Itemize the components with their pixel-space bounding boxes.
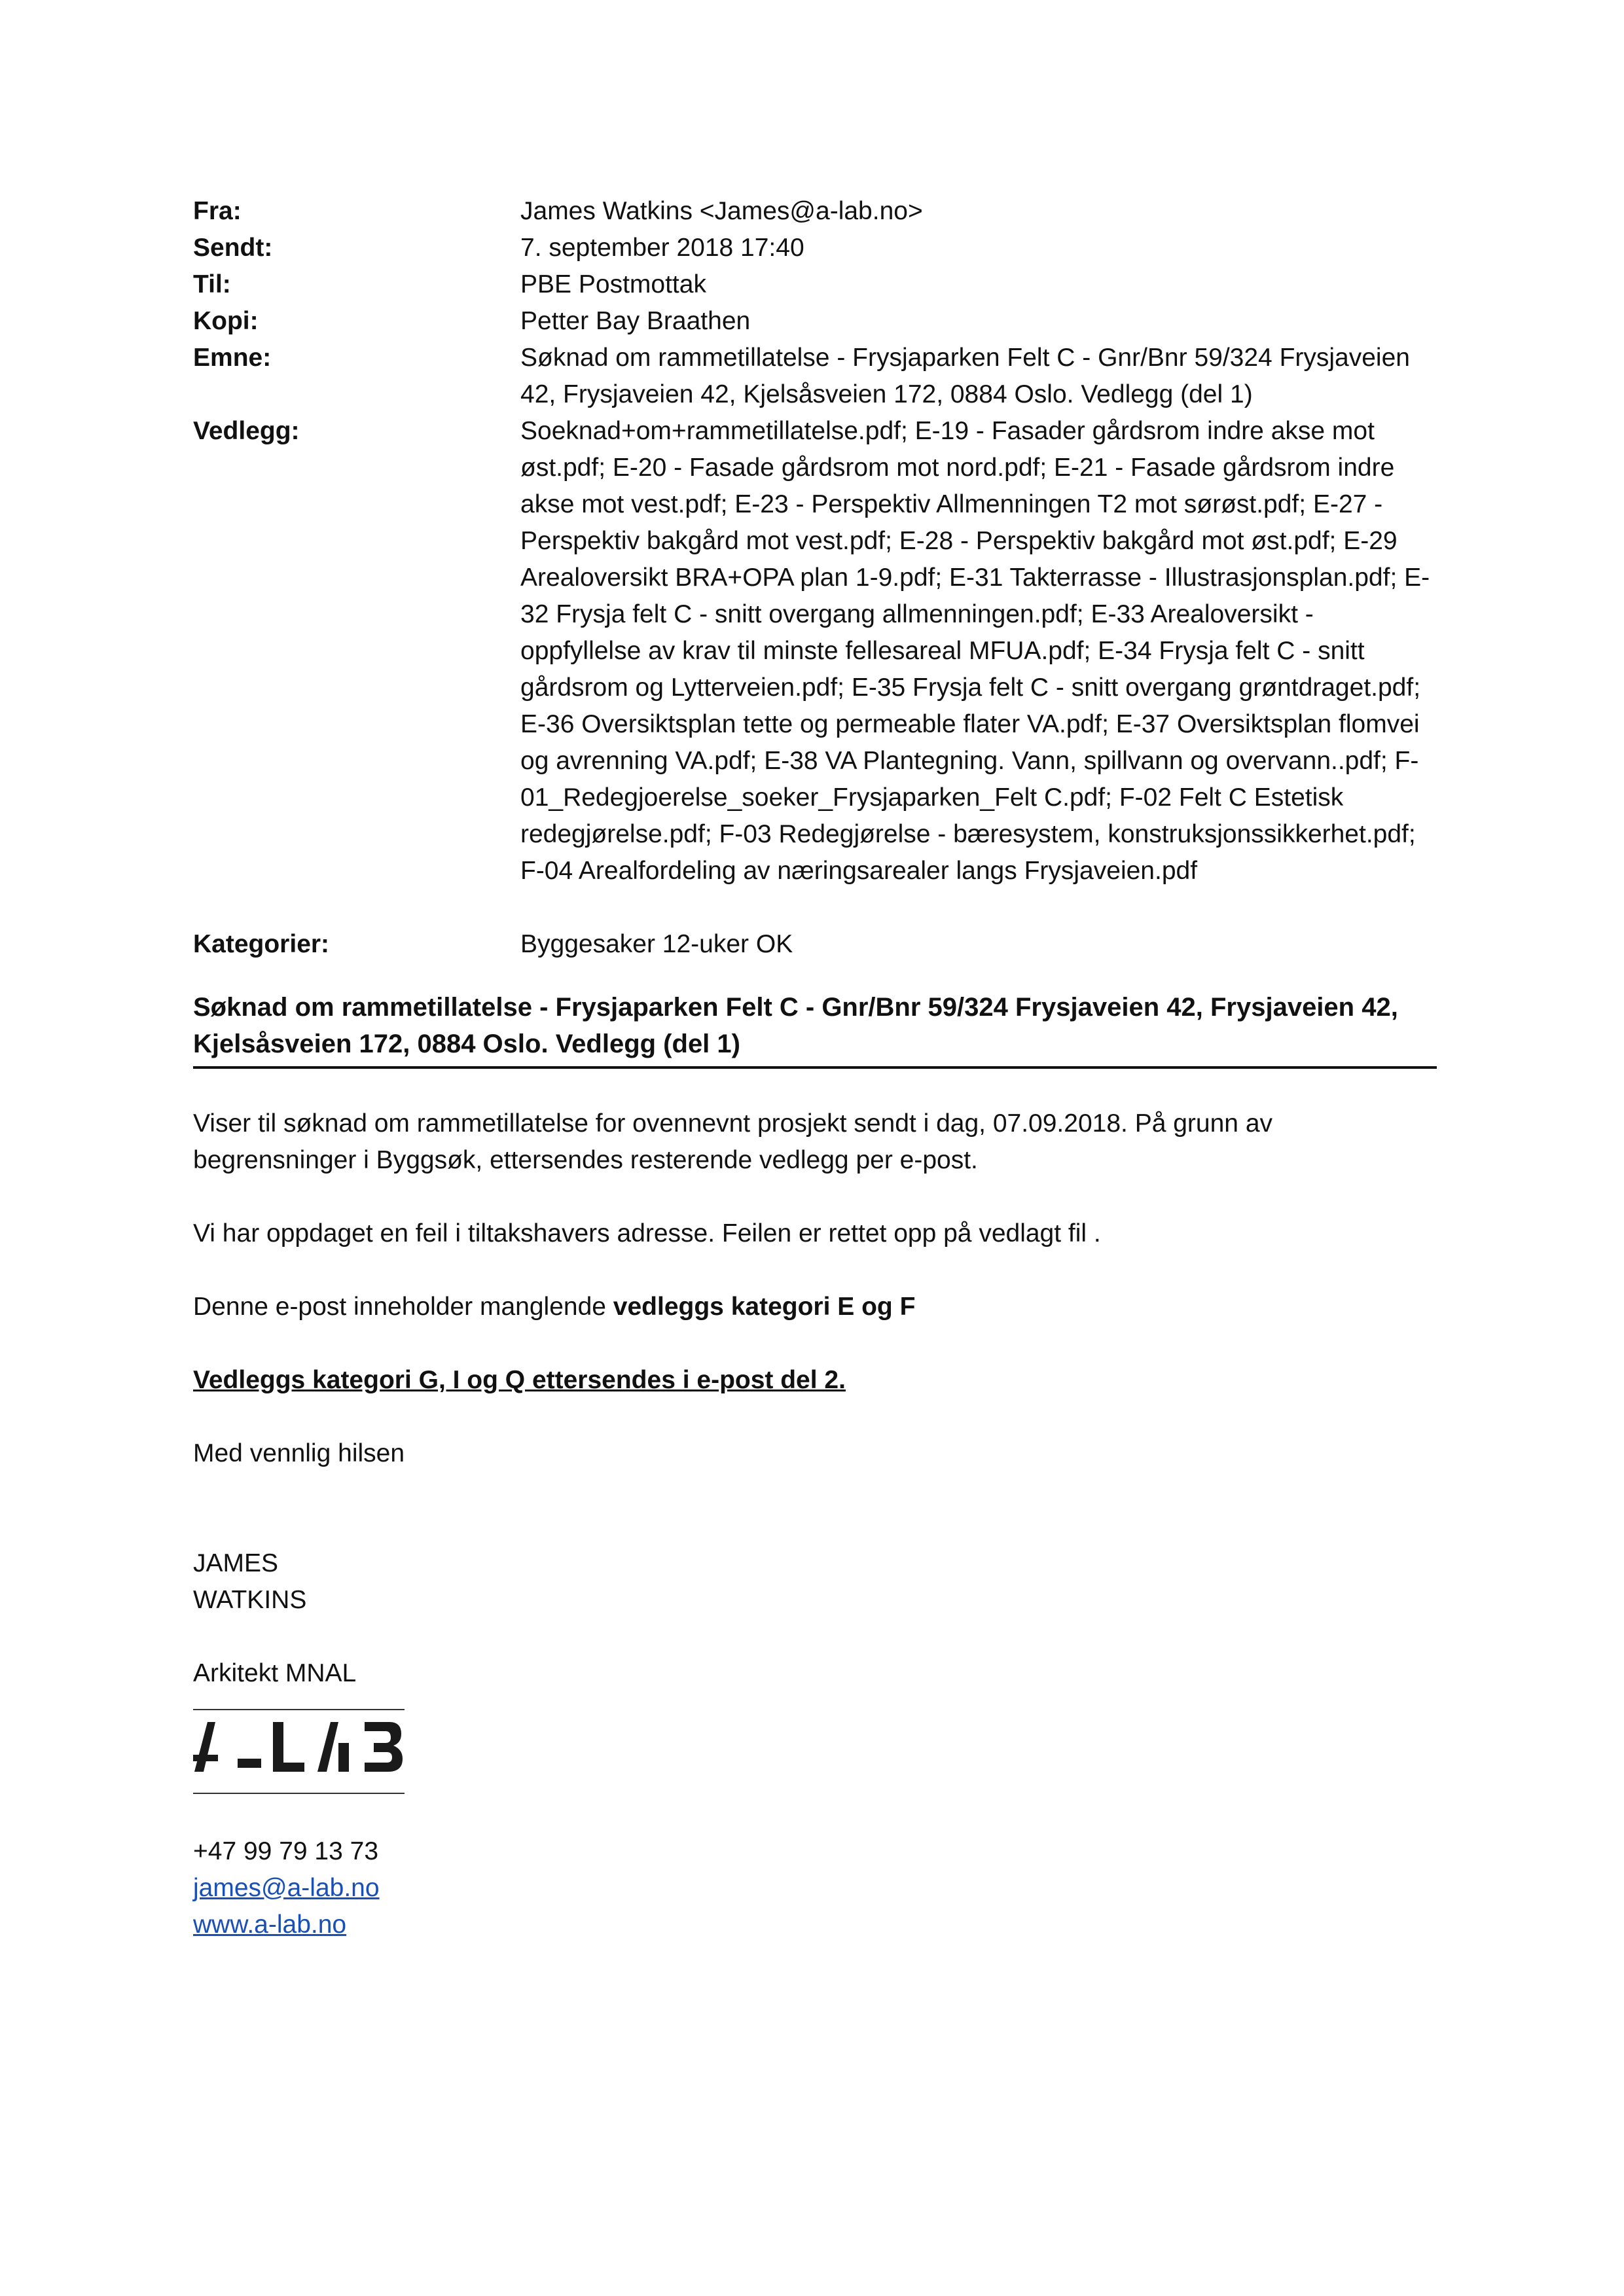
greeting: Med vennlig hilsen [193, 1439, 405, 1467]
cc-value: Petter Bay Braathen [520, 307, 751, 335]
subject-label: Emne: [193, 344, 272, 372]
a-lab-logo [193, 1721, 405, 1774]
body-paragraph-2: Vi har oppdaget en feil i tiltakshavers adresse. Feilen er rettet opp på vedlagt fil . [193, 1219, 1101, 1247]
header-from-row [193, 193, 1437, 230]
signature-logo-block [193, 1709, 405, 1794]
to-value: PBE Postmottak [520, 270, 706, 298]
email-printout [193, 193, 1437, 1943]
logo-bottom-rule [193, 1793, 405, 1794]
sent-label: Sendt: [193, 234, 273, 262]
categories-label: Kategorier: [193, 930, 330, 958]
body-paragraph-4: Vedleggs kategori G, I og Q ettersendes i e-post del 2. [193, 1366, 846, 1394]
signature-email-row [193, 1870, 1437, 1907]
cc-label: Kopi: [193, 307, 259, 335]
header-subject-row [193, 340, 1437, 413]
signature-title: Arkitekt MNAL [193, 1659, 357, 1687]
signature-website-link[interactable]: www.a-lab.no [193, 1910, 347, 1939]
to-label: Til: [193, 270, 231, 298]
body-paragraph-3-bold: vedleggs kategori E og F [613, 1293, 916, 1321]
signature-website-row [193, 1907, 1437, 1943]
header-attachments-row [193, 413, 1437, 889]
from-label: Fra: [193, 197, 242, 225]
body-paragraph-3-text: Denne e-post inneholder manglende [193, 1293, 613, 1321]
header-cc-row [193, 303, 1437, 340]
subject-value: Søknad om rammetillatelse - Frysjaparken Felt C - Gnr/Bnr 59/324 Frysjaveien 42, Frysjaveien 42, Kjelsåsveien 172, 0884 Oslo. Vedlegg (del 1) [520, 344, 1410, 408]
subject-heading: Søknad om rammetillatelse - Frysjaparken Felt C - Gnr/Bnr 59/324 Frysjaveien 42, Frysjaveien 42, Kjelsåsveien 172, 0884 Oslo. Vedlegg (del 1) [193, 989, 1437, 1069]
attachments-value: Soeknad+om+rammetillatelse.pdf; E-19 - Fasader gårdsrom indre akse mot øst.pdf; E-20 - Fasade gårdsrom mot nord.pdf; E-21 - Fasade gårdsrom indre akse mot vest.pdf; E-23 - Perspektiv Allmenningen T2 mot sørøst.pdf; E-27 - Perspektiv bakgård mot vest.pdf; E-28 - Perspektiv bakgård mot øst.pdf; E-29 Arealoversikt BRA+OPA plan 1-9.pdf; E-31 Takterrasse - Illustrasjonsplan.pdf; E-32 Frysja felt C - snitt overgang allmenningen.pdf; E-33 Arealoversikt - oppfyllelse av krav til minste fellesareal MFUA.pdf; E-34 Frysja felt C - snitt gårdsrom og Lytterveien.pdf; E-35 Frysja felt C - snitt overgang grøntdraget.pdf; E-36 Oversiktsplan tette og permeable flater VA.pdf; E-37 Oversiktsplan flomvei og avrenning VA.pdf; E-38 VA Plantegning. Vann, spillvann og overvann..pdf; F-01_Redegjoerelse_soeker_Frysjaparken_Felt C.pdf; F-02 Felt C Estetisk redegjørelse.pdf; F-03 Redegjørelse - bæresystem, konstruksjonssikkerhet.pdf; F-04 Arealfordeling av næringsarealer langs Frysjaveien.pdf [520, 417, 1430, 885]
sent-value: 7. september 2018 17:40 [520, 234, 804, 262]
body-paragraph-1: Viser til søknad om rammetillatelse for ovennevnt prosjekt sendt i dag, 07.09.2018. På grunn av begrensninger i Byggsøk, ettersendes resterende vedlegg per e-post. [193, 1109, 1273, 1174]
signature-name-first: JAMES [193, 1549, 279, 1577]
body-paragraph-3 [193, 1289, 1437, 1325]
signature-email-link[interactable]: james@a-lab.no [193, 1874, 380, 1902]
signature-phone: +47 99 79 13 73 [193, 1837, 379, 1865]
logo-top-rule [193, 1709, 405, 1710]
categories-value: Byggesaker 12-uker OK [520, 930, 793, 958]
header-to-row [193, 266, 1437, 303]
signature-name-last: WATKINS [193, 1586, 307, 1614]
header-categories-row [193, 926, 1437, 963]
attachments-label: Vedlegg: [193, 417, 300, 445]
header-sent-row [193, 230, 1437, 266]
from-value: James Watkins <James@a-lab.no> [520, 197, 923, 225]
